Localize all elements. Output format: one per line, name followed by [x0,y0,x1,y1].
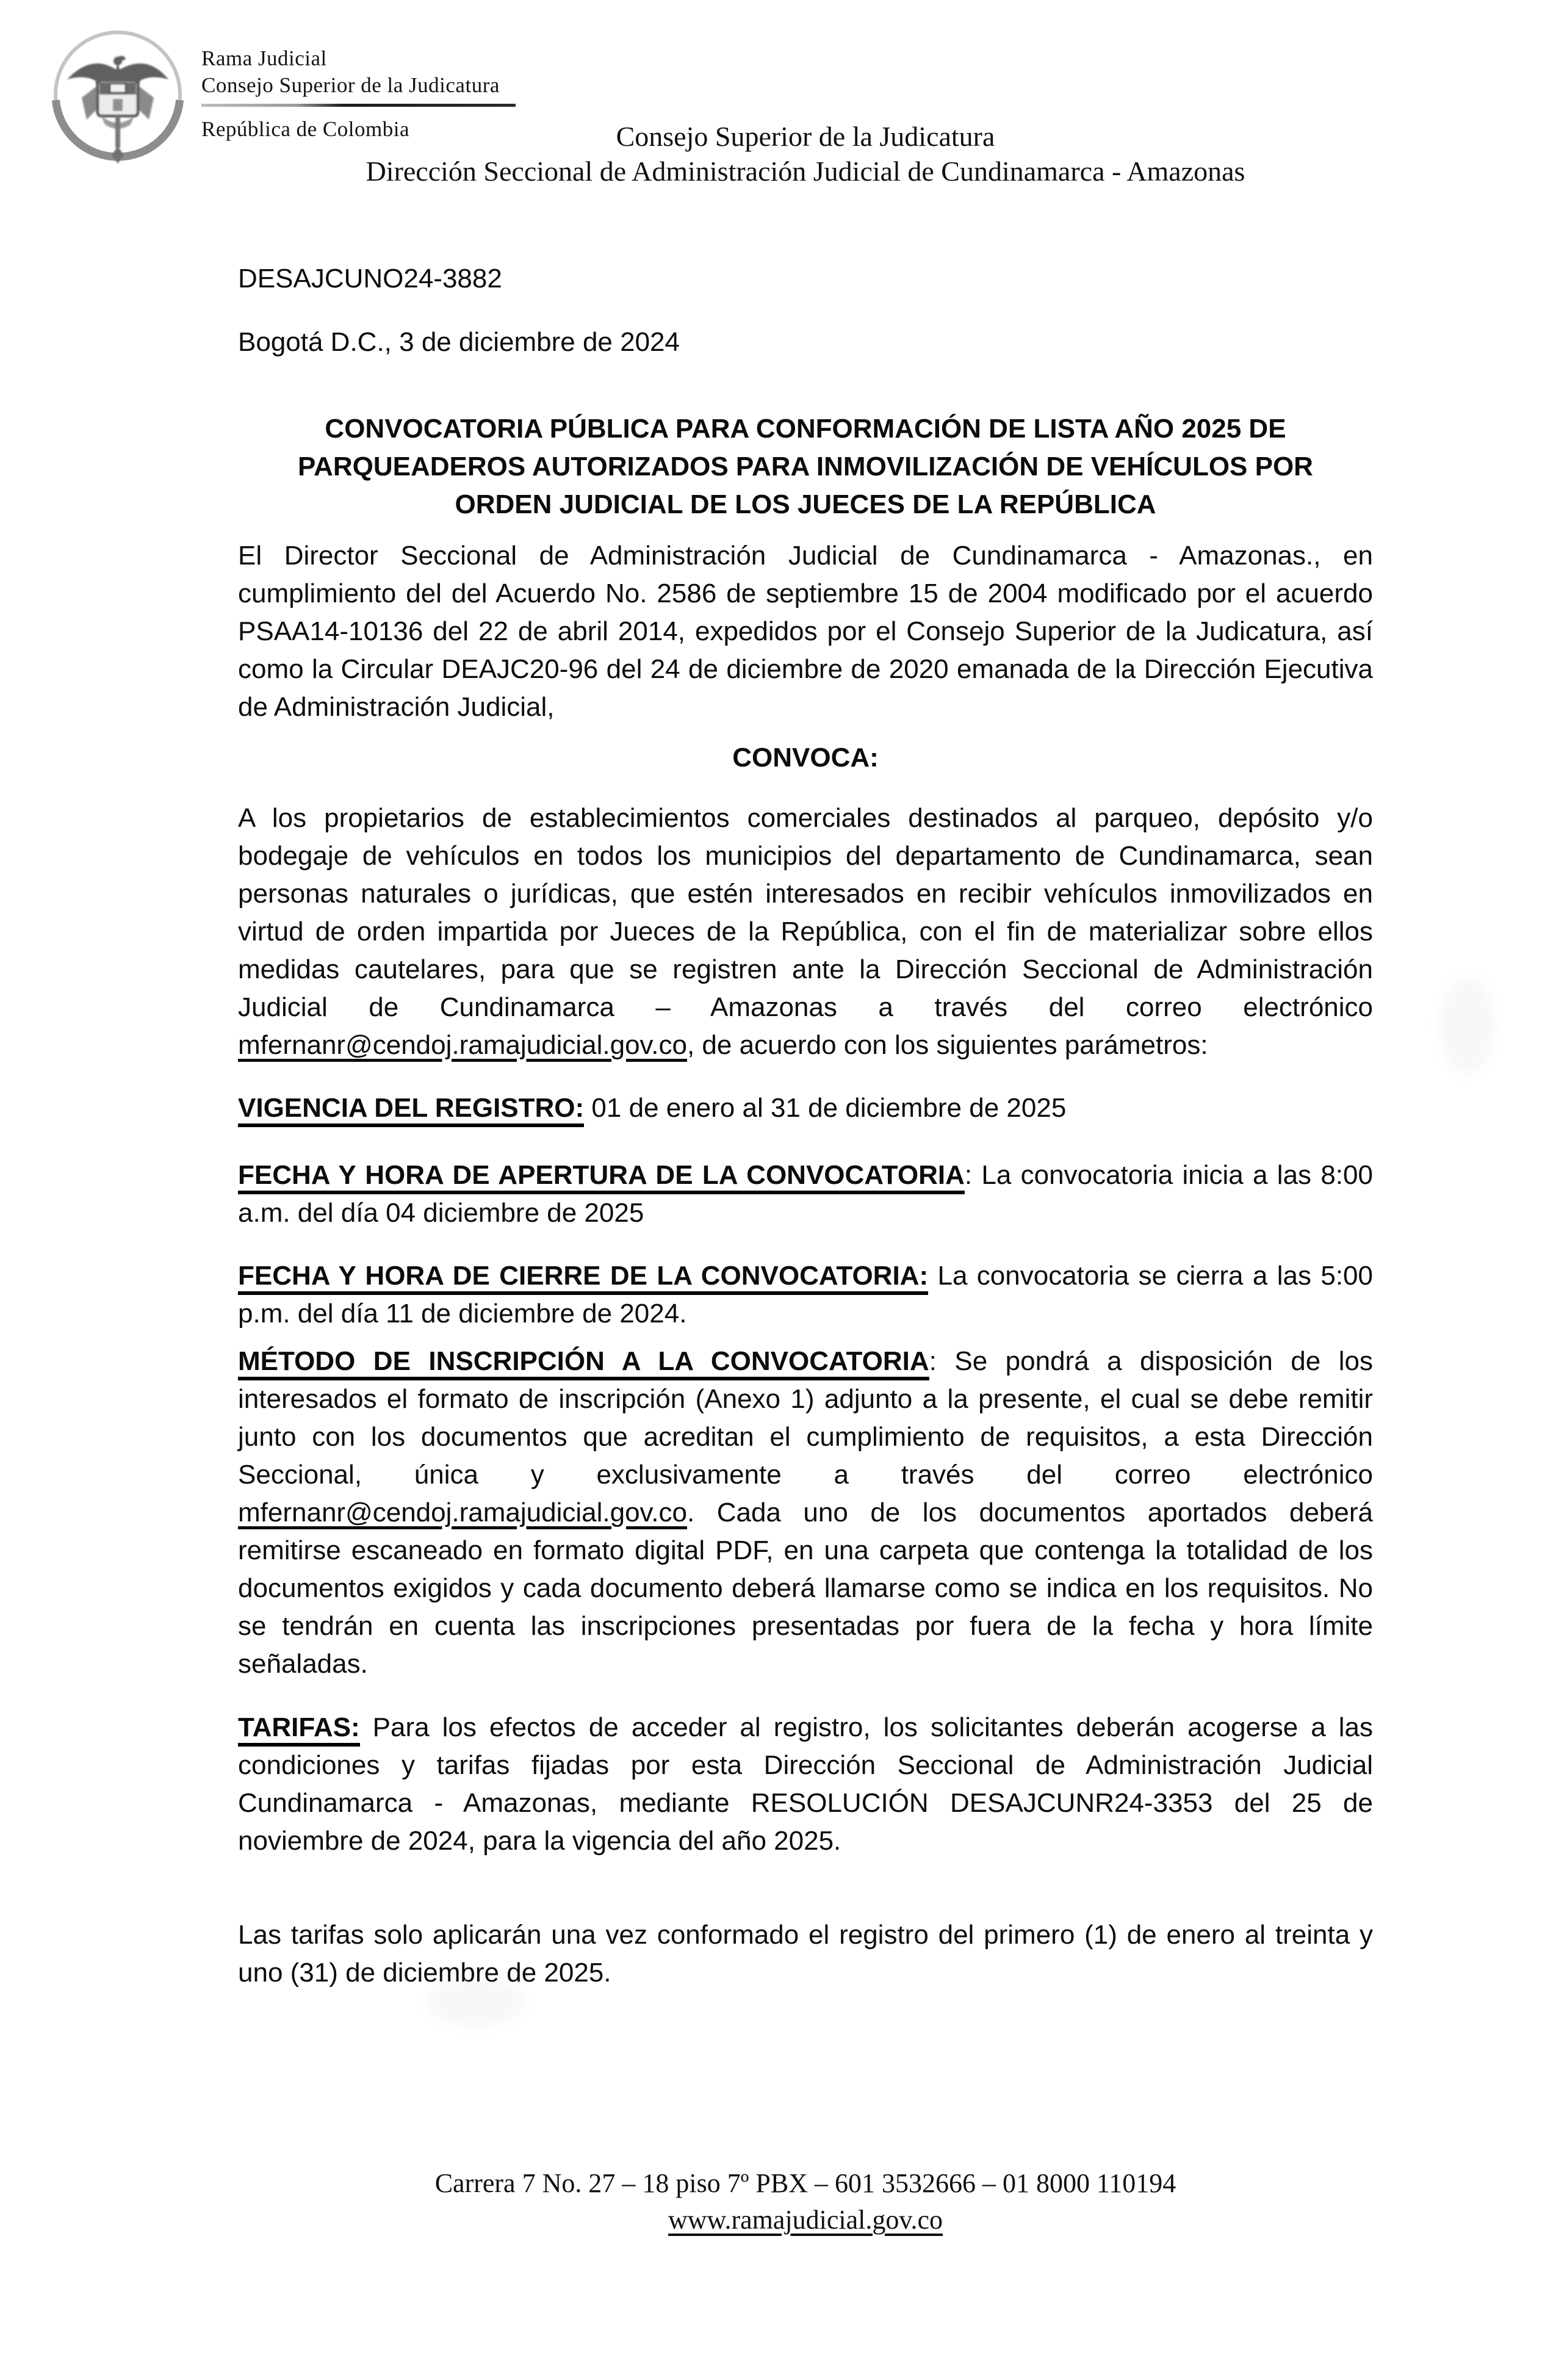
document-title-line3: ORDEN JUDICIAL DE LOS JUECES DE LA REPÚBLICA [455,489,1156,519]
org-name-rama-judicial: Rama Judicial [201,46,327,70]
header-entity-line: Consejo Superior de la Judicatura [616,121,995,152]
inscription-email-link[interactable]: mfernanr@cendoj.ramajudicial.gov.co [238,1498,687,1527]
tarifas-label: TARIFAS: [238,1712,360,1747]
scan-smudge [427,1977,525,2026]
convoca-heading: CONVOCA: [732,743,879,773]
audience-text-before-email: A los propietarios de establecimientos comerciales destinados al parqueo, depósito y/o bodegaje de vehículos en todos los municipios del departamento de Cundinamarca, sean personas naturales o jurídicas, que estén interesados en recibir vehículos inmovilizados en virtud de orden impartida por Jueces de la República, con el fin de materializar sobre ellos medidas cautelares, para que se registren ante la Dirección Seccional de Administración Judicial de Cundinamarca – Amazonas a través del correo electrónico [238,803,1373,1022]
intro-paragraph: El Director Seccional de Administración Judicial de Cundinamarca - Amazonas., en cumplimiento del del Acuerdo No. 2586 de septiembre 15 de 2004 modificado por el acuerdo PSAA14-10136 del 22 de abril 2014, expedidos por el Consejo Superior de la Judicatura, así como la Circular DEAJC20-96 del 24 de diciembre de 2020 emanada de la Dirección Ejecutiva de Administración Judicial, [238,541,1373,722]
org-name-republica: República de Colombia [201,117,409,141]
document-title-line2: PARQUEADEROS AUTORIZADOS PARA INMOVILIZACIÓN DE VEHÍCULOS POR [298,452,1313,481]
metodo-text-after-email: . Cada uno de los documentos aportados deberá remitirse escaneado en formato digital PDF, en una carpeta que contenga la totalidad de los documentos exigidos y cada documento deberá llamarse como se indica en los requisitos. No se tendrán en cuenta las inscripciones presentadas por fuera de la fecha y hora límite señaladas. [238,1498,1373,1679]
cierre-label: FECHA Y HORA DE CIERRE DE LA CONVOCATORIA: [238,1261,928,1295]
audience-text-after-email: , de acuerdo con los siguientes parámetros: [686,1030,1208,1060]
reference-number: DESAJCUNO24-3882 [238,264,502,294]
audience-paragraph [238,799,1373,1064]
header-divider [201,104,516,107]
footer-website-link[interactable]: www.ramajudicial.gov.co [668,2205,943,2235]
page-footer [238,2165,1373,2238]
registration-email-link[interactable]: mfernanr@cendoj.ramajudicial.gov.co [238,1030,687,1060]
cierre-text: La convocatoria se cierra a las 5:00 p.m. del día 11 de diciembre de 2024. [238,1261,1373,1329]
metodo-text-before-email: : Se pondrá a disposición de los interesados el formato de inscripción (Anexo 1) adjunto a la presente, el cual se debe remitir junto con los documentos que acreditan el cumplimiento de requisitos, a esta Dirección Seccional, única y exclusivamente a través del correo electrónico [238,1346,1373,1490]
metodo-label: MÉTODO DE INSCRIPCIÓN A LA CONVOCATORIA [238,1346,929,1380]
vigencia-section [238,1089,1373,1127]
document-title-line1: CONVOCATORIA PÚBLICA PARA CONFORMACIÓN DE LISTA AÑO 2025 DE [325,414,1286,444]
colombia-coat-of-arms-seal-icon [49,27,190,168]
tarifas-note-paragraph: Las tarifas solo aplicarán una vez conformado el registro del primero (1) de enero al treinta y uno (31) de diciembre de 2025. [238,1920,1373,1988]
vigencia-label: VIGENCIA DEL REGISTRO: [238,1093,584,1127]
tarifas-text: Para los efectos de acceder al registro, los solicitantes deberán acogerse a las condiciones y tarifas fijadas por esta Dirección Seccional de Administración Judicial Cundinamarca - Amazonas, mediante RESOLUCIÓN DESAJCUNR24-3353 del 25 de noviembre de 2024, para la vigencia del año 2025. [238,1712,1373,1856]
cierre-section [238,1257,1373,1333]
tarifas-section [238,1709,1373,1860]
org-name-consejo-superior: Consejo Superior de la Judicatura [201,73,500,97]
place-date-line: Bogotá D.C., 3 de diciembre de 2024 [238,327,680,357]
vigencia-text: 01 de enero al 31 de diciembre de 2025 [584,1093,1067,1123]
header-direction-line: Dirección Seccional de Administración Judicial de Cundinamarca - Amazonas [366,156,1245,187]
apertura-label: FECHA Y HORA DE APERTURA DE LA CONVOCATORIA [238,1160,965,1194]
document-title [238,410,1373,524]
apertura-section [238,1156,1373,1232]
metodo-section [238,1343,1373,1683]
apertura-text: : La convocatoria inicia a las 8:00 a.m. del día 04 diciembre de 2025 [238,1160,1373,1228]
scan-smudge [1440,976,1495,1074]
footer-address-line: Carrera 7 No. 27 – 18 piso 7º PBX – 601 3532666 – 01 8000 110194 [434,2168,1176,2198]
